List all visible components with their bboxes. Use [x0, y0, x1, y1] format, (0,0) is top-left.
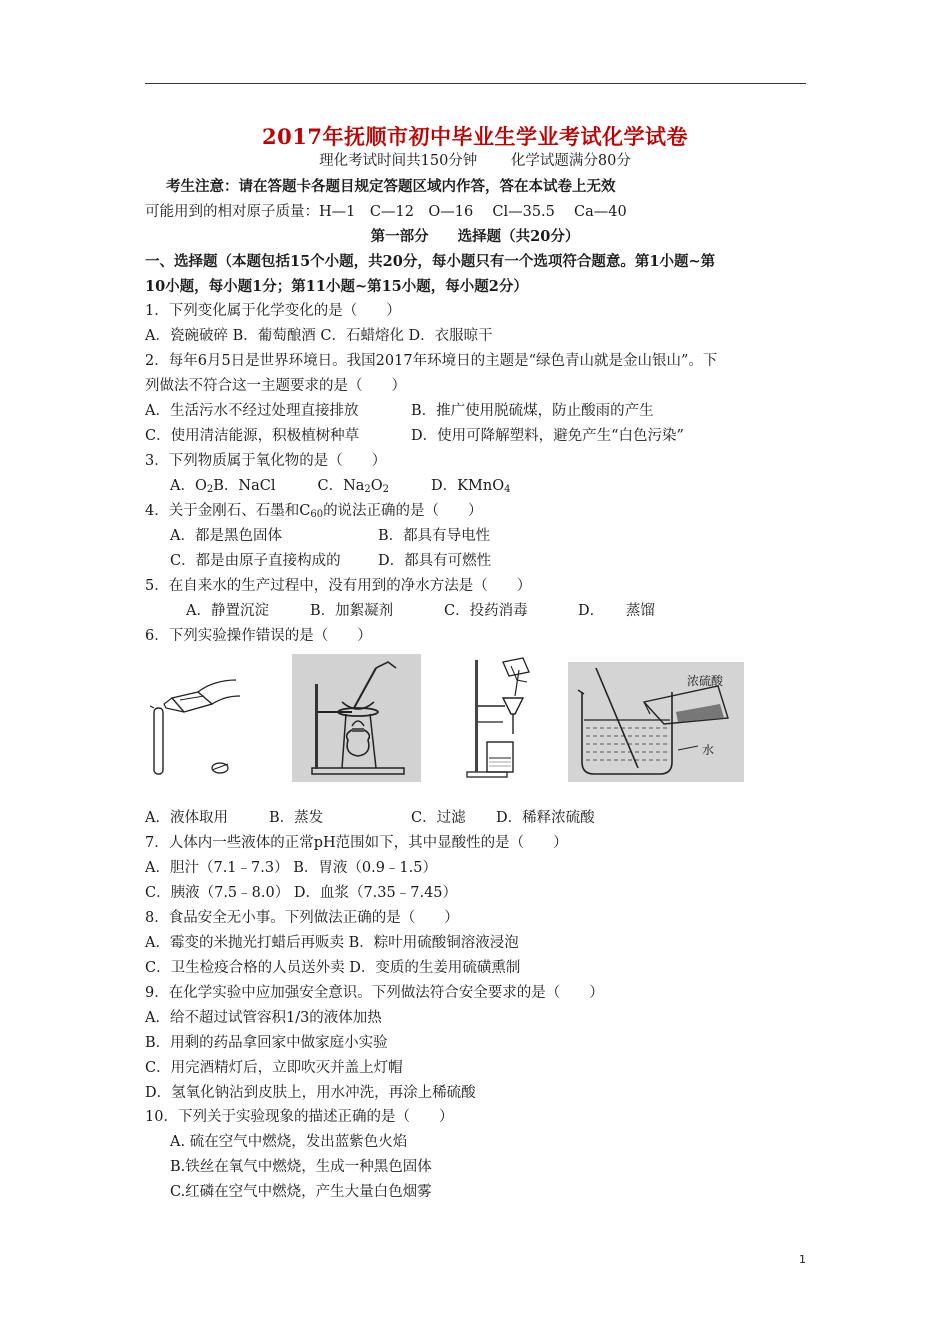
q3-options [170, 476, 510, 496]
atomic-masses: 可能用到的相对原子质量：H—1 C—12 O—16 Cl—35.5 Ca—40 [145, 204, 627, 220]
q5-stem: 5．在自来水的生产过程中，没有用到的净水方法是（ ） [145, 578, 532, 594]
q7-options-ab: A．胆汁（7.1﹣7.3） B．胃液（0.9﹣1.5） [145, 860, 437, 876]
exam-notice: 考生注意：请在答题卡各题目规定答题区域内作答，答在本试卷上无效 [166, 178, 616, 195]
q3-option-a-subscript: 2 [206, 484, 214, 495]
q3-option-d: D．KMnO [431, 478, 505, 494]
q9-option-c: C．用完酒精灯后，立即吹灭并盖上灯帽 [145, 1060, 403, 1076]
q4-stem-part-2: 的说法正确的是（ ） [323, 503, 483, 519]
q3-option-b: B．NaCl [213, 478, 276, 494]
q4-option-d: D．都具有可燃性 [378, 553, 492, 569]
section-instructions-1: 一、选择题（本题包括15个小题，共20分，每小题只有一个选项符合题意。第1小题~第 [145, 253, 716, 270]
q3-option-c-o: O [370, 478, 383, 494]
q2-option-a: A．生活污水不经过处理直接排放 [145, 403, 359, 419]
q1-options: A．瓷碗破碎 B．葡萄酿酒 C．石蜡熔化 D．衣服晾干 [145, 328, 493, 344]
q10-option-c: C.红磷在空气中燃烧，产生大量白色烟雾 [170, 1184, 432, 1200]
q1-stem: 1．下列变化属于化学变化的是（ ） [145, 303, 401, 319]
figure-filtration [463, 654, 547, 780]
q3-option-c: C．Na [317, 478, 365, 494]
q3-option-d-subscript: 4 [504, 484, 511, 495]
q9-option-b: B．用剩的药品拿回家中做家庭小实验 [145, 1035, 388, 1051]
q6-stem: 6．下列实验操作错误的是（ ） [145, 628, 372, 644]
page-number: 1 [799, 1253, 806, 1266]
q6-option-d: D．稀释浓硫酸 [496, 810, 595, 826]
q4-stem-subscript: 60 [310, 509, 324, 520]
q2-stem-2: 列做法不符合这一主题要求的是（ ） [145, 378, 406, 394]
exam-title: 2017年抚顺市初中毕业生学业考试化学试卷 [262, 124, 688, 149]
q4-option-c: C．都是由原子直接构成的 [170, 553, 341, 569]
q4-option-a: A．都是黑色固体 [170, 528, 282, 544]
q5-option-b: B．加絮凝剂 [310, 603, 394, 619]
q9-stem: 9．在化学实验中应加强安全意识。下列做法符合安全要求的是（ ） [145, 985, 604, 1001]
q3-stem: 3．下列物质属于氧化物的是（ ） [145, 453, 387, 469]
q4-option-b: B．都具有导电性 [378, 528, 491, 544]
q5-option-a: A．静置沉淀 [186, 603, 269, 619]
q9-option-d: D．氢氧化钠沾到皮肤上，用水冲洗，再涂上稀硫酸 [145, 1085, 476, 1101]
q2-option-d: D．使用可降解塑料，避免产生“白色污染” [411, 428, 684, 444]
q2-stem-1: 2．每年6月5日是世界环境日。我国2017年环境日的主题是“绿色青山就是金山银山”。下 [145, 353, 718, 369]
q10-option-a: A. 硫在空气中燃烧，发出蓝紫色火焰 [170, 1134, 408, 1150]
q4-stem [145, 501, 483, 521]
q3-option-a: A．O [170, 478, 207, 494]
q7-options-cd: C．胰液（7.5﹣8.0） D．血浆（7.35﹣7.45） [145, 885, 458, 901]
q3-option-c-subscript-1: 2 [364, 484, 371, 495]
part-title: 第一部分 选择题（共20分） [370, 228, 580, 245]
q2-option-c: C．使用清洁能源，积极植树种草 [145, 428, 360, 444]
q6-option-c: C．过滤 [411, 810, 466, 826]
header-rule [145, 83, 806, 84]
q5-option-c: C．投药消毒 [444, 603, 528, 619]
section-instructions-2: 10小题，每小题1分；第11小题~第15小题，每小题2分） [145, 278, 528, 295]
q6-option-b: B．蒸发 [269, 810, 324, 826]
q10-option-b: B.铁丝在氧气中燃烧，生成一种黑色固体 [170, 1159, 432, 1175]
figure-evaporation [292, 654, 421, 782]
q6-option-a: A．液体取用 [145, 810, 228, 826]
label-concentrated-acid: 浓硫酸 [687, 674, 724, 688]
q5-option-d: D． 蒸馏 [578, 603, 655, 619]
exam-subtitle: 理化考试时间共150分钟 化学试题满分80分 [319, 153, 631, 169]
figure-liquid-taking [150, 660, 250, 782]
label-water: 水 [702, 743, 715, 757]
q9-option-a: A．给不超过试管容积1/3的液体加热 [145, 1010, 382, 1026]
q3-option-c-subscript-2: 2 [382, 484, 390, 495]
q4-stem-part-1: 4．关于金刚石、石墨和C [145, 503, 311, 519]
q8-options-ab: A．霉变的米抛光打蜡后再贩卖 B．粽叶用硫酸铜溶液浸泡 [145, 935, 519, 951]
q10-stem: 10．下列关于实验现象的描述正确的是（ ） [145, 1109, 454, 1125]
q7-stem: 7．人体内一些液体的正常pH范围如下，其中显酸性的是（ ） [145, 835, 568, 851]
q2-option-b: B．推广使用脱硫煤，防止酸雨的产生 [411, 403, 654, 419]
q8-stem: 8．食品安全无小事。下列做法正确的是（ ） [145, 910, 459, 926]
q8-options-cd: C．卫生检疫合格的人员送外卖 D．变质的生姜用硫磺熏制 [145, 960, 521, 976]
